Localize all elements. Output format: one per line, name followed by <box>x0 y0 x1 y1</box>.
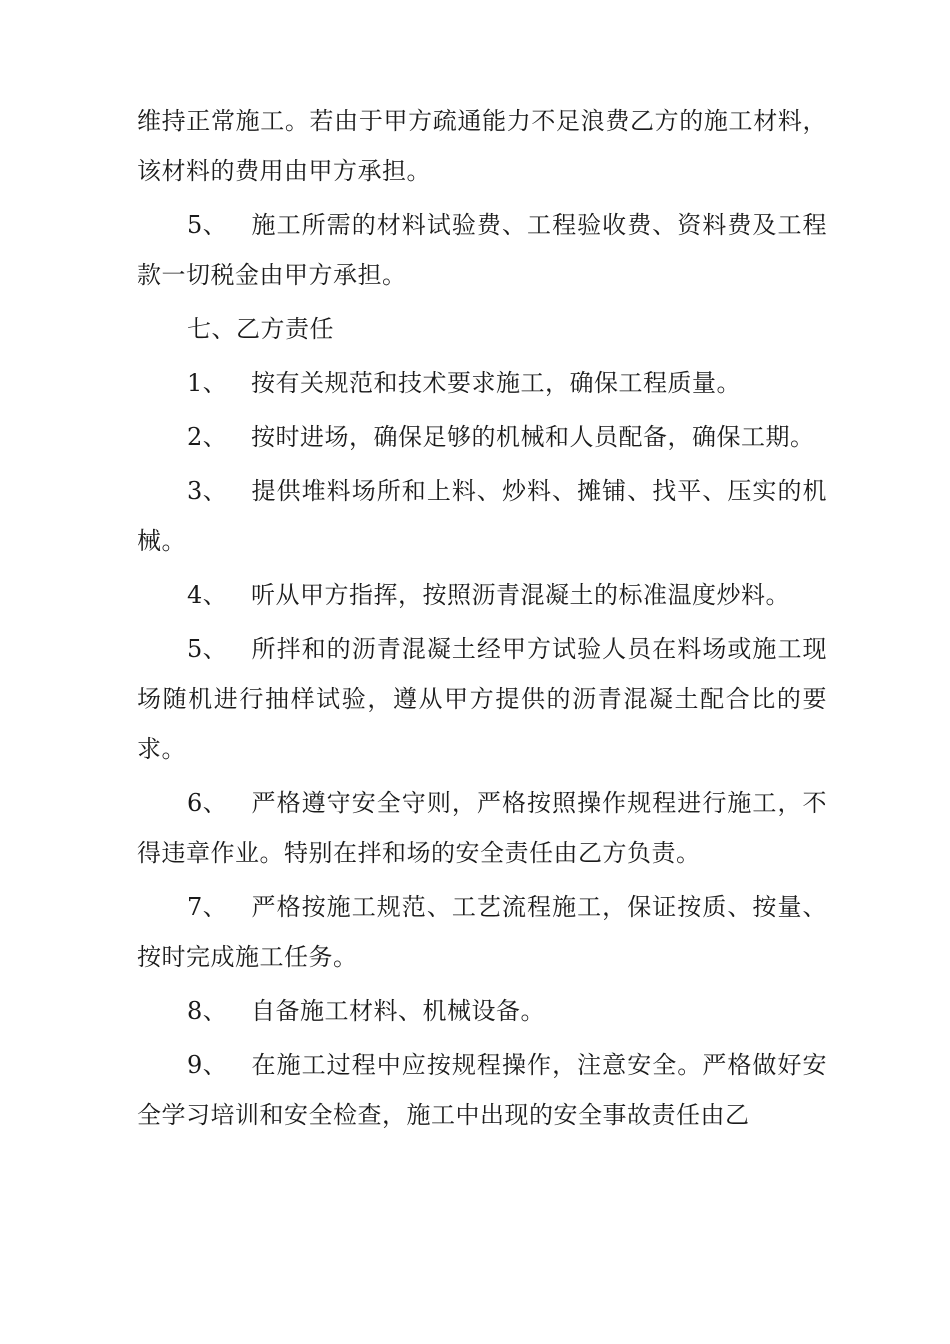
section-title: 七、乙方责任 <box>187 315 334 343</box>
paragraph-item-8 <box>137 986 827 1036</box>
paragraph-text: 所拌和的沥青混凝土经甲方试验人员在料场或施工现场随机进行抽样试验，遵从甲方提供的沥青混凝土配合比的要求。 <box>137 635 827 763</box>
paragraph-item-2 <box>137 412 827 462</box>
item-number: 6、 <box>187 789 228 817</box>
paragraph-item-9 <box>137 1040 827 1140</box>
item-number: 3、 <box>187 477 228 505</box>
item-number: 7、 <box>187 893 228 921</box>
paragraph-text: 在施工过程中应按规程操作，注意安全。严格做好安全学习培训和安全检查，施工中出现的安全事故责任由乙 <box>137 1051 827 1129</box>
item-number: 5、 <box>187 211 228 239</box>
paragraph-text: 严格遵守安全守则，严格按照操作规程进行施工，不得违章作业。特别在拌和场的安全责任由乙方负责。 <box>137 789 827 867</box>
paragraph-text: 严格按施工规范、工艺流程施工，保证按质、按量、 按时完成施工任务。 <box>137 893 827 971</box>
paragraph-item-4 <box>137 570 827 620</box>
paragraph-text: 按时进场，确保足够的机械和人员配备，确保工期。 <box>251 423 815 451</box>
document-body <box>137 96 827 1144</box>
item-number: 2、 <box>187 423 228 451</box>
paragraph-text: 自备施工材料、机械设备。 <box>251 997 545 1025</box>
paragraph-continuation <box>137 96 827 196</box>
paragraph-item-6 <box>137 778 827 878</box>
item-number: 5、 <box>187 635 228 663</box>
item-number: 8、 <box>187 997 228 1025</box>
paragraph-item-1 <box>137 358 827 408</box>
item-number: 9、 <box>187 1051 228 1079</box>
paragraph-item-5 <box>137 624 827 774</box>
paragraph-text: 按有关规范和技术要求施工，确保工程质量。 <box>251 369 741 397</box>
paragraph-text: 维持正常施工。若由于甲方疏通能力不足浪费乙方的施工材料，该材料的费用由甲方承担。 <box>137 107 827 185</box>
paragraph-item-3 <box>137 466 827 566</box>
paragraph-text: 听从甲方指挥，按照沥青混凝土的标准温度炒料。 <box>251 581 790 609</box>
item-number: 1、 <box>187 369 228 397</box>
paragraph-item-5-owner <box>137 200 827 300</box>
paragraph-text: 施工所需的材料试验费、工程验收费、资料费及工程款一切税金由甲方承担。 <box>137 211 827 289</box>
section-heading <box>137 304 827 354</box>
paragraph-item-7 <box>137 882 827 982</box>
paragraph-text: 提供堆料场所和上料、炒料、摊铺、找平、压实的机械。 <box>137 477 827 555</box>
item-number: 4、 <box>187 581 228 609</box>
